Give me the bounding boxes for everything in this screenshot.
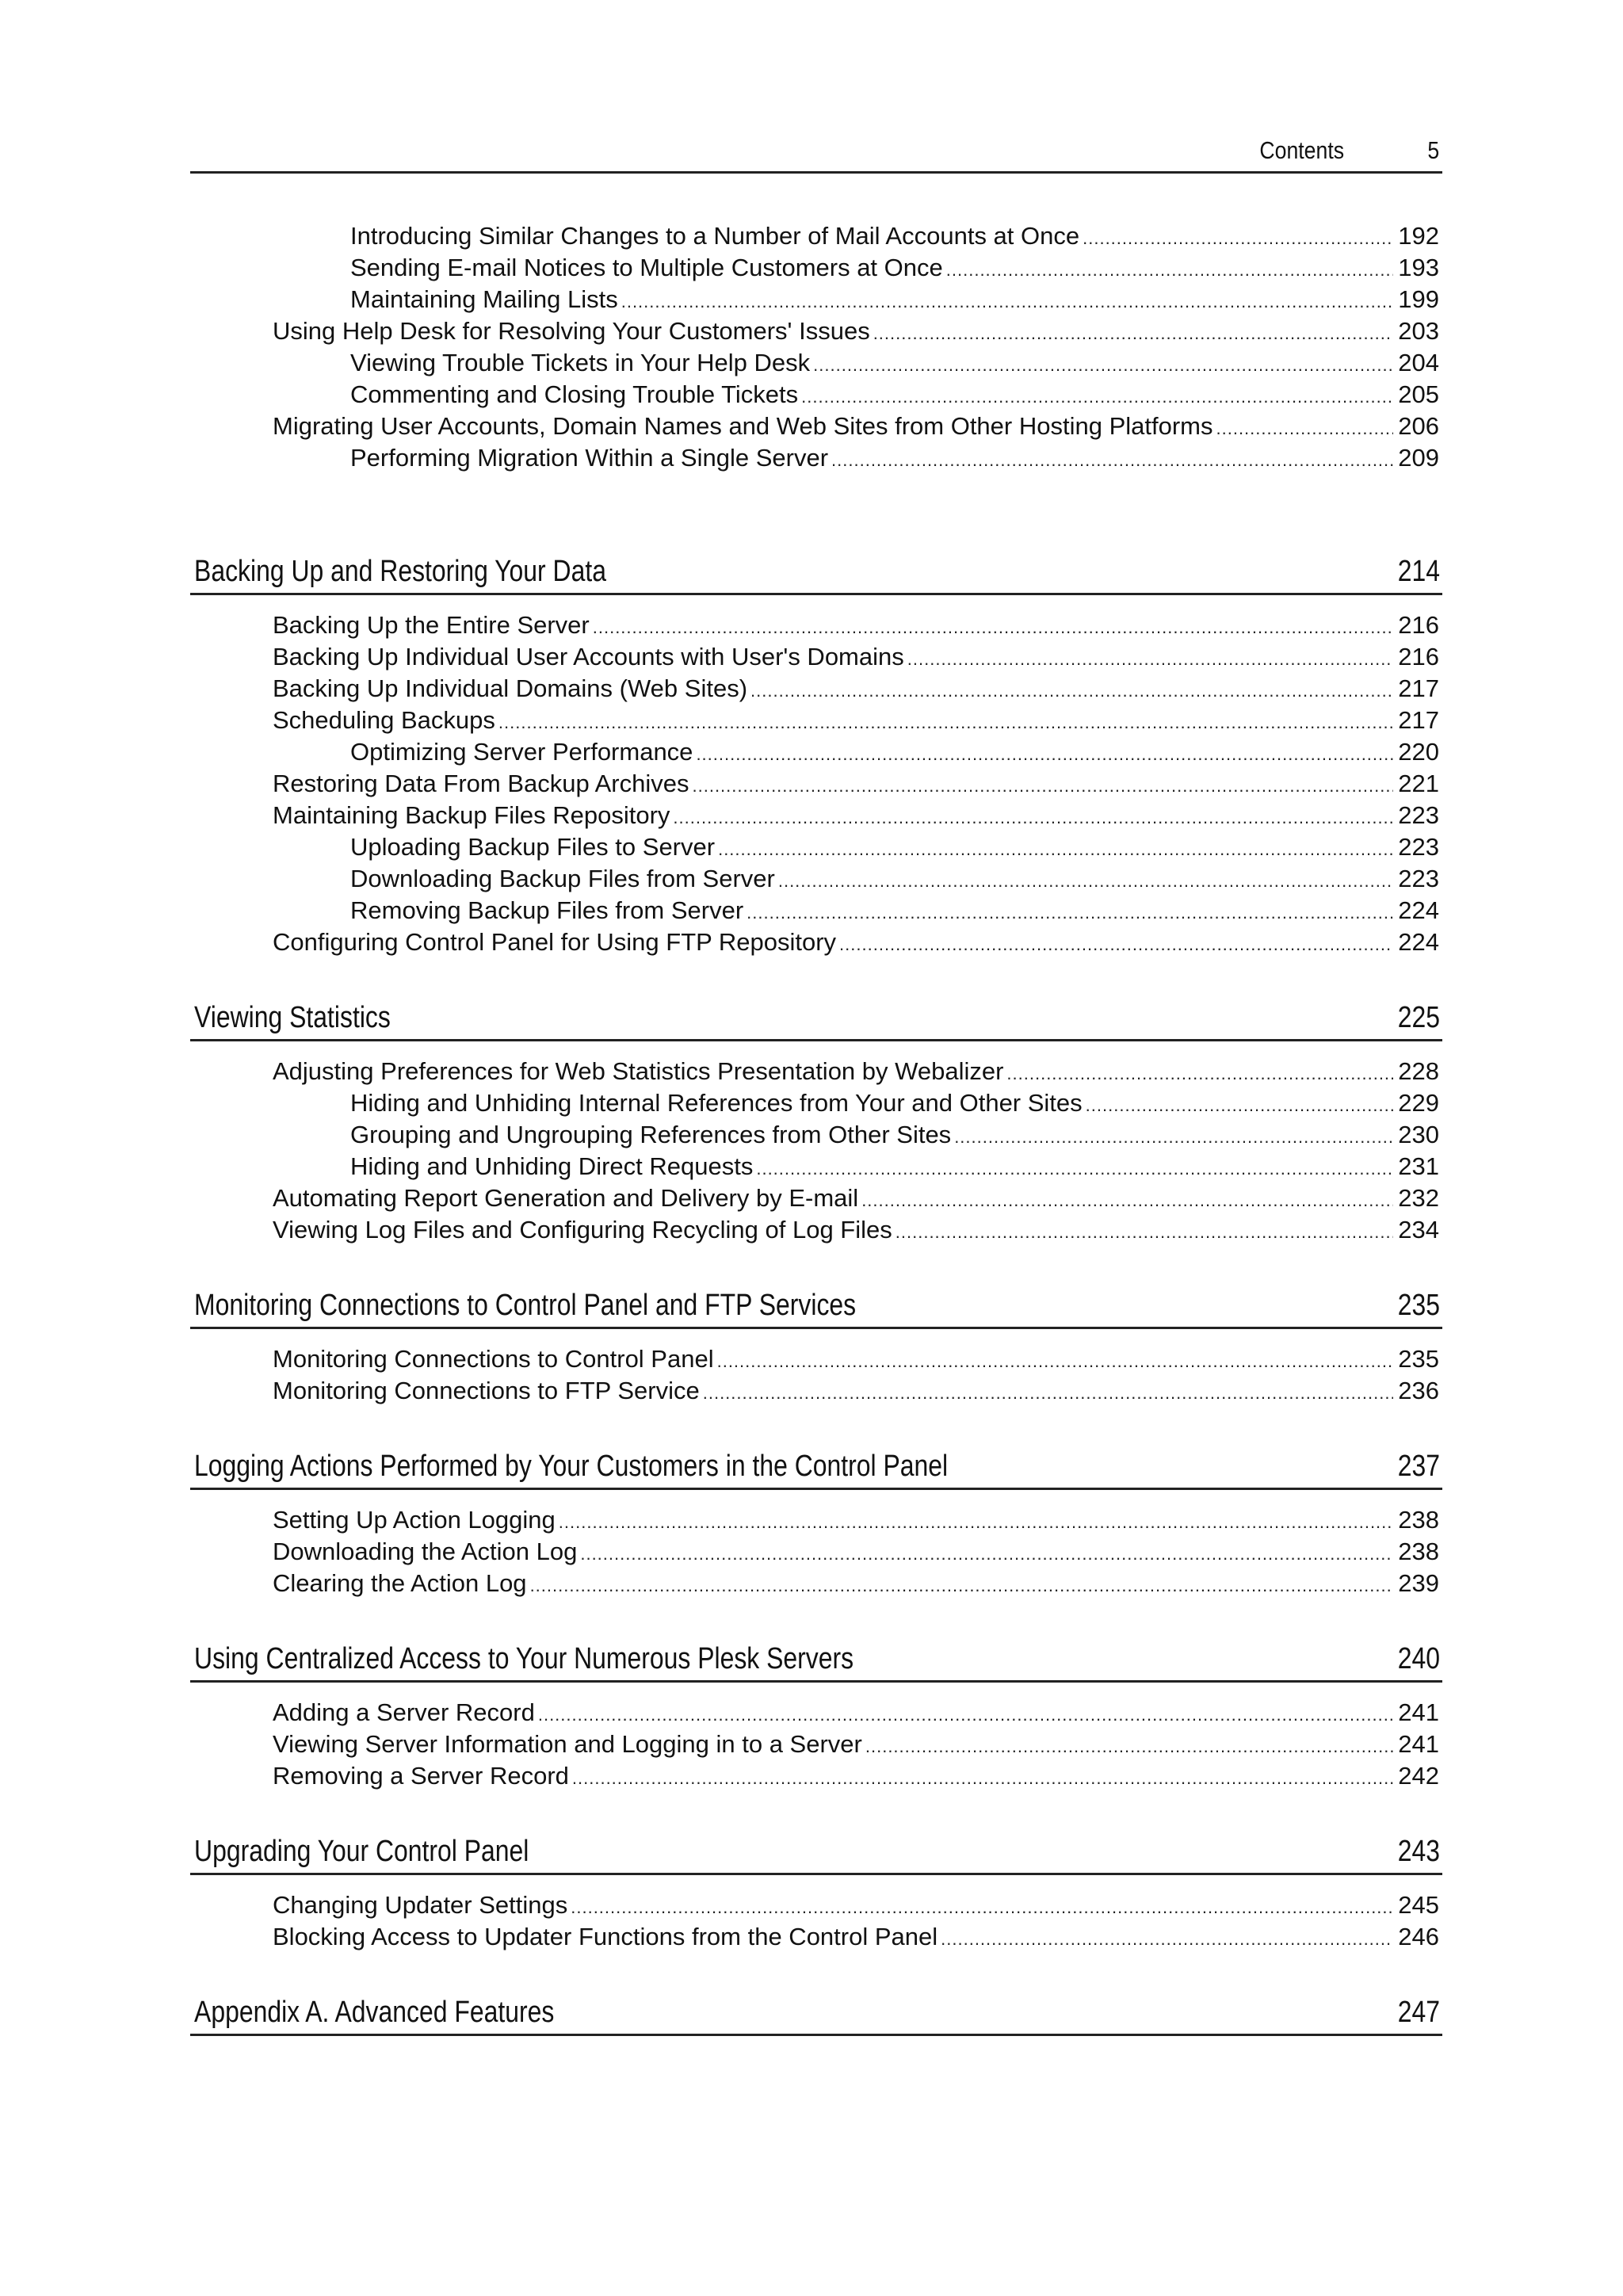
dot-leader bbox=[673, 802, 1393, 834]
entry-title: Automating Report Generation and Delivery by E-mail bbox=[273, 1184, 859, 1212]
dot-leader bbox=[538, 1699, 1393, 1731]
toc-subentry[interactable] bbox=[190, 863, 1442, 895]
toc-subentry[interactable] bbox=[190, 379, 1442, 411]
entry-title: Commenting and Closing Trouble Tickets bbox=[350, 380, 799, 408]
entry-title: Changing Updater Settings bbox=[273, 1891, 568, 1919]
entry-title: Downloading the Action Log bbox=[273, 1538, 578, 1565]
toc-entry[interactable] bbox=[190, 1056, 1442, 1087]
entry-page-number: 216 bbox=[1398, 611, 1439, 639]
toc-entry[interactable] bbox=[190, 315, 1442, 347]
toc-entry[interactable] bbox=[190, 609, 1442, 641]
entry-page-number: 224 bbox=[1398, 928, 1439, 956]
entry-page-number: 217 bbox=[1398, 674, 1439, 702]
dot-leader bbox=[750, 675, 1393, 707]
chapter-heading[interactable] bbox=[190, 996, 1442, 1041]
toc-entry[interactable] bbox=[190, 1343, 1442, 1375]
entry-page-number: 241 bbox=[1398, 1730, 1439, 1758]
entry-title: Clearing the Action Log bbox=[273, 1569, 527, 1597]
entry-title: Sending E-mail Notices to Multiple Customers at Once bbox=[350, 254, 943, 281]
running-header bbox=[190, 136, 1442, 174]
toc-entry[interactable] bbox=[190, 1921, 1442, 1953]
dot-leader bbox=[896, 1217, 1394, 1248]
entry-page-number: 242 bbox=[1398, 1762, 1439, 1790]
dot-leader bbox=[954, 1121, 1393, 1153]
toc-entry[interactable] bbox=[190, 926, 1442, 958]
entry-page-number: 192 bbox=[1398, 222, 1439, 250]
chapter-title: Using Centralized Access to Your Numerous Plesk Servers bbox=[194, 1642, 854, 1675]
entry-title: Using Help Desk for Resolving Your Customers' Issues bbox=[273, 317, 870, 345]
toc-entry[interactable] bbox=[190, 800, 1442, 831]
entry-title: Uploading Backup Files to Server bbox=[350, 833, 716, 861]
continued-entries bbox=[190, 220, 1442, 474]
entry-page-number: 238 bbox=[1398, 1506, 1439, 1534]
dot-leader bbox=[946, 254, 1394, 286]
entry-title: Setting Up Action Logging bbox=[273, 1506, 556, 1534]
dot-leader bbox=[703, 1377, 1394, 1409]
entry-page-number: 246 bbox=[1398, 1923, 1439, 1950]
entry-page-number: 199 bbox=[1398, 285, 1439, 313]
toc-chapter-section bbox=[190, 1284, 1442, 1407]
entry-page-number: 241 bbox=[1398, 1698, 1439, 1726]
chapter-title: Upgrading Your Control Panel bbox=[194, 1835, 529, 1868]
dot-leader bbox=[813, 350, 1393, 381]
dot-leader bbox=[907, 644, 1394, 675]
header-title: Contents bbox=[1259, 136, 1344, 164]
entry-page-number: 236 bbox=[1398, 1377, 1439, 1404]
dot-leader bbox=[861, 1185, 1393, 1217]
entry-title: Removing a Server Record bbox=[273, 1762, 569, 1790]
toc-chapter-section bbox=[190, 1991, 1442, 2036]
entry-page-number: 216 bbox=[1398, 643, 1439, 670]
entry-title: Monitoring Connections to Control Panel bbox=[273, 1345, 714, 1373]
dot-leader bbox=[593, 612, 1394, 644]
chapter-heading[interactable] bbox=[190, 1284, 1442, 1329]
table-of-contents bbox=[190, 220, 1442, 2050]
entry-page-number: 234 bbox=[1398, 1216, 1439, 1244]
entry-page-number: 245 bbox=[1398, 1891, 1439, 1919]
dot-leader bbox=[1006, 1058, 1393, 1090]
toc-entry[interactable] bbox=[190, 411, 1442, 442]
entry-page-number: 232 bbox=[1398, 1184, 1439, 1212]
toc-entry[interactable] bbox=[190, 1375, 1442, 1407]
chapter-title: Viewing Statistics bbox=[194, 1001, 391, 1034]
entry-title: Monitoring Connections to FTP Service bbox=[273, 1377, 700, 1404]
entry-page-number: 223 bbox=[1398, 833, 1439, 861]
toc-subentry[interactable] bbox=[190, 347, 1442, 379]
toc-entry[interactable] bbox=[190, 641, 1442, 673]
entry-page-number: 239 bbox=[1398, 1569, 1439, 1597]
toc-chapter-section bbox=[190, 1445, 1442, 1599]
entry-title: Restoring Data From Backup Archives bbox=[273, 770, 689, 797]
chapter-title: Backing Up and Restoring Your Data bbox=[194, 555, 606, 588]
toc-chapter-section bbox=[190, 1830, 1442, 1953]
toc-subentry[interactable] bbox=[190, 284, 1442, 315]
entry-title: Blocking Access to Updater Functions from the Control Panel bbox=[273, 1923, 938, 1950]
dot-leader bbox=[873, 318, 1394, 350]
entry-page-number: 238 bbox=[1398, 1538, 1439, 1565]
chapter-title: Appendix A. Advanced Features bbox=[194, 1996, 555, 2029]
toc-entry[interactable] bbox=[190, 1889, 1442, 1921]
entry-title: Hiding and Unhiding Internal References from Your and Other Sites bbox=[350, 1089, 1083, 1117]
chapter-page-number: 240 bbox=[1397, 1642, 1440, 1675]
entry-title: Viewing Server Information and Logging in to a Server bbox=[273, 1730, 862, 1758]
dot-leader bbox=[839, 929, 1393, 961]
dot-leader bbox=[559, 1507, 1394, 1538]
toc-subentry[interactable] bbox=[190, 442, 1442, 474]
dot-leader bbox=[580, 1538, 1393, 1570]
toc-entry[interactable] bbox=[190, 1697, 1442, 1729]
entry-title: Backing Up Individual User Accounts with User's Domains bbox=[273, 643, 904, 670]
chapter-page-number: 235 bbox=[1397, 1289, 1440, 1322]
dot-leader bbox=[696, 739, 1393, 770]
entry-title: Maintaining Mailing Lists bbox=[350, 285, 618, 313]
dot-leader bbox=[1216, 413, 1394, 445]
entry-title: Adjusting Preferences for Web Statistics Presentation by Webalizer bbox=[273, 1057, 1004, 1085]
toc-entry[interactable] bbox=[190, 1504, 1442, 1536]
entry-page-number: 224 bbox=[1398, 896, 1439, 924]
toc-subentry[interactable] bbox=[190, 895, 1442, 926]
header-page-number: 5 bbox=[1427, 136, 1439, 164]
entry-title: Downloading Backup Files from Server bbox=[350, 865, 775, 892]
dot-leader bbox=[498, 707, 1393, 739]
toc-subentry[interactable] bbox=[190, 220, 1442, 252]
entry-title: Performing Migration Within a Single Server bbox=[350, 444, 829, 472]
entry-title: Viewing Log Files and Configuring Recycling of Log Files bbox=[273, 1216, 892, 1244]
entry-page-number: 217 bbox=[1398, 706, 1439, 734]
toc-entry[interactable] bbox=[190, 1182, 1442, 1214]
toc-entry[interactable] bbox=[190, 1214, 1442, 1246]
entry-page-number: 223 bbox=[1398, 865, 1439, 892]
dot-leader bbox=[717, 1346, 1394, 1377]
chapter-heading[interactable] bbox=[190, 1637, 1442, 1683]
entry-page-number: 221 bbox=[1398, 770, 1439, 797]
dot-leader bbox=[621, 286, 1394, 318]
toc-subentry[interactable] bbox=[190, 1151, 1442, 1182]
toc-entry[interactable] bbox=[190, 1729, 1442, 1760]
toc-entry[interactable] bbox=[190, 705, 1442, 736]
entry-page-number: 220 bbox=[1398, 738, 1439, 766]
toc-subentry[interactable] bbox=[190, 736, 1442, 768]
entry-page-number: 223 bbox=[1398, 801, 1439, 829]
dot-leader bbox=[718, 834, 1393, 865]
chapter-page-number: 214 bbox=[1397, 555, 1440, 588]
entry-page-number: 231 bbox=[1398, 1152, 1439, 1180]
entry-page-number: 209 bbox=[1398, 444, 1439, 472]
entry-title: Hiding and Unhiding Direct Requests bbox=[350, 1152, 754, 1180]
entry-title: Scheduling Backups bbox=[273, 706, 495, 734]
entry-title: Grouping and Ungrouping References from Other Sites bbox=[350, 1121, 952, 1148]
dot-leader bbox=[1086, 1090, 1394, 1121]
chapter-heading[interactable] bbox=[190, 1991, 1442, 2036]
entry-title: Backing Up the Entire Server bbox=[273, 611, 590, 639]
dot-leader bbox=[747, 897, 1393, 929]
dot-leader bbox=[756, 1153, 1393, 1185]
toc-chapter-section bbox=[190, 996, 1442, 1246]
entry-title: Backing Up Individual Domains (Web Sites) bbox=[273, 674, 748, 702]
dot-leader bbox=[530, 1570, 1394, 1602]
chapter-heading[interactable] bbox=[190, 1830, 1442, 1875]
entry-page-number: 229 bbox=[1398, 1089, 1439, 1117]
dot-leader bbox=[941, 1924, 1393, 1955]
entry-page-number: 205 bbox=[1398, 380, 1439, 408]
dot-leader bbox=[801, 381, 1393, 413]
toc-entry[interactable] bbox=[190, 1760, 1442, 1792]
toc-entry[interactable] bbox=[190, 673, 1442, 705]
entry-page-number: 230 bbox=[1398, 1121, 1439, 1148]
toc-subentry[interactable] bbox=[190, 1119, 1442, 1151]
chapter-heading[interactable] bbox=[190, 550, 1442, 595]
entry-title: Adding a Server Record bbox=[273, 1698, 535, 1726]
chapter-page-number: 237 bbox=[1397, 1450, 1440, 1483]
entry-page-number: 193 bbox=[1398, 254, 1439, 281]
dot-leader bbox=[831, 445, 1393, 476]
entry-title: Migrating User Accounts, Domain Names and Web Sites from Other Hosting Platforms bbox=[273, 412, 1213, 440]
toc-entry[interactable] bbox=[190, 1568, 1442, 1599]
chapter-page-number: 247 bbox=[1397, 1996, 1440, 2029]
entry-page-number: 206 bbox=[1398, 412, 1439, 440]
toc-subentry[interactable] bbox=[190, 831, 1442, 863]
dot-leader bbox=[865, 1731, 1393, 1763]
toc-entry[interactable] bbox=[190, 768, 1442, 800]
dot-leader bbox=[572, 1763, 1393, 1794]
dot-leader bbox=[1083, 223, 1393, 254]
entry-title: Configuring Control Panel for Using FTP Repository bbox=[273, 928, 837, 956]
entry-title: Viewing Trouble Tickets in Your Help Desk bbox=[350, 349, 811, 376]
entry-title: Removing Backup Files from Server bbox=[350, 896, 744, 924]
toc-subentry[interactable] bbox=[190, 252, 1442, 284]
chapter-page-number: 243 bbox=[1397, 1835, 1440, 1868]
chapter-heading[interactable] bbox=[190, 1445, 1442, 1490]
dot-leader bbox=[693, 770, 1394, 802]
toc-chapter-section bbox=[190, 550, 1442, 958]
entry-page-number: 228 bbox=[1398, 1057, 1439, 1085]
entry-title: Introducing Similar Changes to a Number of Mail Accounts at Once bbox=[350, 222, 1080, 250]
chapter-title: Monitoring Connections to Control Panel and FTP Services bbox=[194, 1289, 857, 1322]
chapter-title: Logging Actions Performed by Your Customers in the Control Panel bbox=[194, 1450, 949, 1483]
dot-leader bbox=[571, 1892, 1393, 1924]
entry-title: Optimizing Server Performance bbox=[350, 738, 693, 766]
entry-title: Maintaining Backup Files Repository bbox=[273, 801, 670, 829]
chapter-page-number: 225 bbox=[1397, 1001, 1440, 1034]
entry-page-number: 204 bbox=[1398, 349, 1439, 376]
entry-page-number: 203 bbox=[1398, 317, 1439, 345]
dot-leader bbox=[778, 865, 1393, 897]
toc-chapter-section bbox=[190, 1637, 1442, 1792]
toc-entry[interactable] bbox=[190, 1536, 1442, 1568]
toc-subentry[interactable] bbox=[190, 1087, 1442, 1119]
entry-page-number: 235 bbox=[1398, 1345, 1439, 1373]
